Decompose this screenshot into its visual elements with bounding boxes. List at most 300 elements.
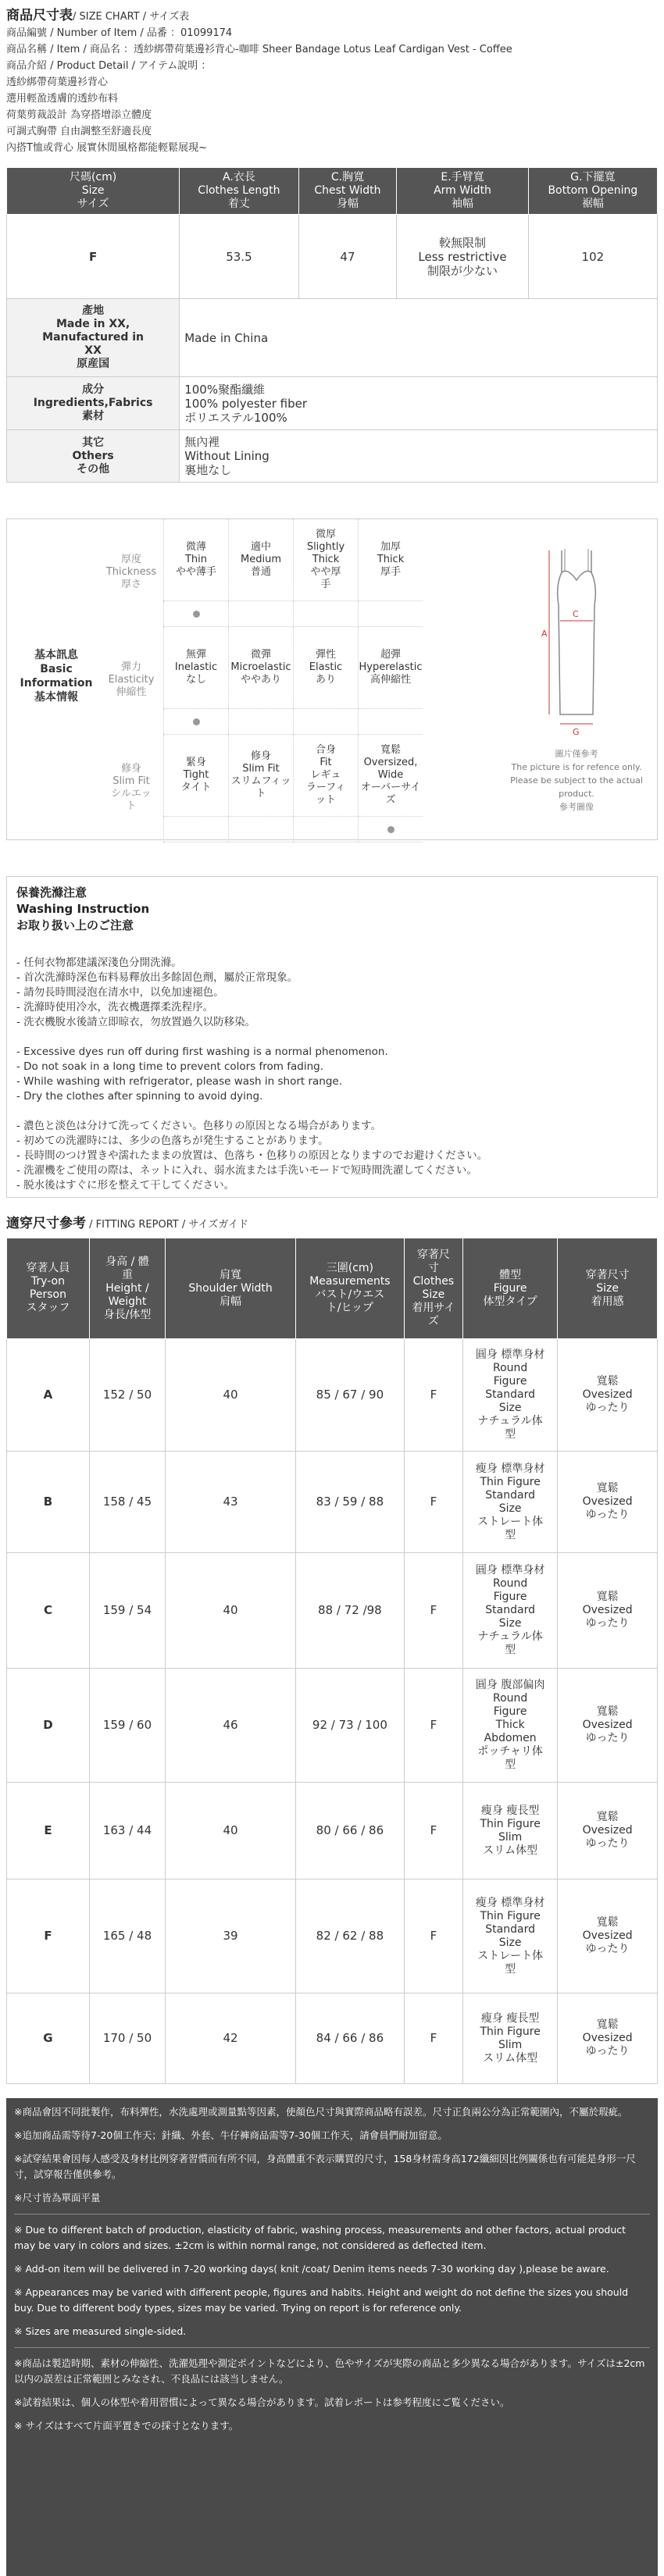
header-text: 身幅 bbox=[336, 198, 359, 210]
header-text: Clothes Length bbox=[198, 184, 280, 197]
attr-selector bbox=[163, 709, 228, 734]
attr-option-text: やや薄手 bbox=[175, 566, 216, 578]
detail-value-text: Without Lining bbox=[184, 449, 270, 463]
fit-figure-text: Slim bbox=[498, 2038, 523, 2051]
size-header-cell bbox=[7, 168, 180, 215]
attr-option-text: Microelastic bbox=[230, 661, 291, 673]
fit-figure-text: Round bbox=[492, 1362, 528, 1374]
attr-option-text: スリムフィッ bbox=[230, 775, 291, 787]
fit-measurements: 83 / 59 / 88 bbox=[296, 1452, 405, 1553]
image-note-line: Please be subject to the actual bbox=[510, 775, 643, 786]
fit-size: F bbox=[404, 1553, 462, 1669]
detail-label-text: その他 bbox=[77, 462, 110, 476]
care-block bbox=[16, 1045, 648, 1104]
fit-row bbox=[7, 1339, 658, 1452]
fit-measurements: 88 / 72 /98 bbox=[296, 1553, 405, 1669]
attr-options bbox=[163, 519, 423, 627]
fit-figure-text: Abdomen bbox=[484, 1732, 537, 1744]
detail-label-text: XX bbox=[84, 344, 102, 357]
size-header-cell bbox=[298, 168, 397, 215]
attr-row bbox=[99, 627, 484, 735]
fit-figure-text: Standard bbox=[485, 1604, 535, 1616]
attr-row bbox=[99, 735, 484, 843]
attr-option bbox=[163, 627, 228, 708]
care-line: - 長時間のつけ置きや濡れたままの放置は、色落ち・色移りの原因となりますのでお避けください。 bbox=[16, 1149, 488, 1162]
size-table bbox=[6, 167, 658, 483]
attr-option bbox=[163, 519, 228, 600]
fit-figure bbox=[463, 1879, 558, 1993]
fit-feel bbox=[558, 1669, 658, 1783]
attr-options bbox=[163, 735, 423, 843]
fit-figure bbox=[463, 1993, 558, 2084]
header-text: 尺碼(cm) bbox=[69, 171, 117, 183]
fit-figure-text: 圓身 標準身材 bbox=[475, 1349, 545, 1361]
attr-option-text: 微厚 bbox=[315, 529, 336, 540]
detail-value bbox=[180, 299, 658, 377]
attr-option-text: 厚手 bbox=[380, 566, 401, 578]
attr-label-text: 修身 bbox=[120, 763, 141, 775]
fit-header-text: 着用サイ bbox=[412, 1302, 455, 1314]
header-text: Arm Width bbox=[434, 184, 491, 197]
fit-feel bbox=[558, 1452, 658, 1553]
attr-selector bbox=[228, 709, 293, 734]
fit-feel-text: ゆったり bbox=[585, 2045, 630, 2058]
note-line: ※追加商品需等待7-20個工作天；針織、外套、牛仔褲商品需等7-30個工作天，請會員們耐加留意。 bbox=[14, 2129, 448, 2141]
fit-header-text: 肩幅 bbox=[220, 1295, 242, 1308]
fit-header-cell bbox=[166, 1238, 296, 1339]
care-title-line: お取り扱い上のご注意 bbox=[16, 918, 134, 932]
size-value-cell bbox=[397, 215, 528, 299]
fit-header-cell bbox=[558, 1238, 658, 1339]
fit-header-text: バスト/ウエス bbox=[315, 1288, 385, 1301]
fitting-header bbox=[7, 1238, 658, 1339]
fit-size: F bbox=[404, 1879, 462, 1993]
attr-option-text: 高伸縮性 bbox=[369, 674, 411, 686]
fit-height-weight: 152 / 50 bbox=[89, 1339, 165, 1452]
attr-label bbox=[99, 735, 163, 841]
fit-person: F bbox=[7, 1879, 90, 1993]
fit-measurements: 80 / 66 / 86 bbox=[296, 1783, 405, 1879]
fit-shoulder: 46 bbox=[166, 1669, 296, 1783]
fit-header-text: 寸 bbox=[427, 1262, 439, 1274]
detail-row bbox=[7, 299, 658, 377]
fit-figure bbox=[463, 1339, 558, 1452]
size-value-cell: 102 bbox=[528, 215, 657, 299]
size-header-cell bbox=[397, 168, 528, 215]
size-value-cell: F bbox=[7, 215, 180, 299]
care-line: - 脱水後はすぐに形を整えて干してください。 bbox=[16, 1179, 235, 1192]
attr-option-text: Elastic bbox=[309, 661, 343, 673]
fit-figure-text: 圓身 腹部偏肉 bbox=[475, 1679, 545, 1691]
detail-value-text: 裏地なし bbox=[184, 463, 232, 477]
note-line: ※試着結果は、個人の体型や着用習慣によって異なる場合があります。試着レポートは参考程度にご覧ください。 bbox=[14, 2396, 510, 2408]
care-list bbox=[16, 956, 648, 1193]
attr-option bbox=[358, 519, 423, 600]
detail-value-text: 100% polyester fiber bbox=[184, 396, 308, 411]
size-value-cell: 47 bbox=[298, 215, 397, 299]
fit-header-text: 三圍(cm) bbox=[326, 1262, 374, 1274]
fit-row bbox=[7, 1553, 658, 1669]
fit-person: C bbox=[7, 1553, 90, 1669]
product-header bbox=[6, 0, 658, 156]
care-line: - 請勿長時間浸泡在清水中，以免加速褪色。 bbox=[16, 986, 224, 999]
attr-option-text: あり bbox=[315, 674, 336, 686]
fit-figure-text: Figure bbox=[493, 1705, 527, 1718]
header-text: サイズ bbox=[77, 198, 109, 210]
attr-label-text: ト bbox=[126, 800, 137, 812]
attr-option-text: Thick bbox=[377, 554, 405, 565]
fit-figure-text: Thin Figure bbox=[480, 2025, 541, 2038]
fit-header-text: 穿著尺寸 bbox=[585, 1268, 630, 1281]
product-info-line: 內搭T恤或背心 展實休閒風格都能輕鬆展現~ bbox=[6, 142, 207, 154]
detail-label-text: Manufactured in bbox=[42, 331, 145, 344]
product-info-line: 透紗綁帶荷葉邊衫背心 bbox=[6, 77, 109, 88]
attr-option-text: 普通 bbox=[250, 566, 271, 578]
fit-figure-text: ナチュラル体 bbox=[477, 1630, 543, 1643]
image-note-line: 參考圖像 bbox=[559, 802, 594, 812]
attr-option-text: 彈性 bbox=[315, 649, 336, 661]
arm-width-text: 制限が少ない bbox=[427, 263, 498, 278]
size-value-cell: 53.5 bbox=[180, 215, 298, 299]
detail-label-text: Others bbox=[72, 449, 114, 462]
note-line: ※試穿結果會因每人感受及身材比例穿著習慣而有所不同，身高體重不表示購買的尺寸，158身材需身高172纖細因比例關係也有可能是身形一尺寸，試穿報告僅供參考。 bbox=[14, 2153, 636, 2180]
fit-feel-text: 寬鬆 bbox=[596, 1482, 619, 1495]
attr-label-text: 厚度 bbox=[120, 554, 141, 565]
note-line: ※尺寸皆為單面平量 bbox=[14, 2192, 101, 2204]
fit-figure-text: Thin Figure bbox=[480, 1475, 541, 1488]
attr-option-text: ズ bbox=[385, 794, 396, 806]
fit-header-text: 着用感 bbox=[591, 1295, 624, 1308]
care-title bbox=[16, 885, 648, 934]
fit-header-text: Figure bbox=[493, 1281, 527, 1295]
attr-option-text: 適中 bbox=[250, 541, 271, 553]
attr-option-text: Wide bbox=[377, 769, 404, 781]
attr-option-text: 緊身 bbox=[185, 757, 206, 768]
attr-label-text: Thickness bbox=[105, 566, 157, 578]
fit-size: F bbox=[404, 1993, 462, 2084]
fit-size: F bbox=[404, 1452, 462, 1553]
note-line: ※ Add-on item will be delivered in 7-20 working days( knit /coat/ Denim items needs 7-30 working day ),please be aware. bbox=[14, 2263, 609, 2275]
fit-header-text: 重 bbox=[121, 1268, 133, 1281]
fit-header-text: Height / bbox=[105, 1281, 149, 1295]
attr-selector-row bbox=[163, 709, 423, 735]
fit-header-text: 肩寬 bbox=[220, 1268, 242, 1281]
basic-info-title bbox=[13, 648, 99, 704]
care-line: - 洗衣機脫水後請立即晾衣，勿放置過久以防移染。 bbox=[16, 1016, 256, 1028]
fit-figure-text: スリム体型 bbox=[483, 2051, 538, 2065]
attr-label bbox=[99, 519, 163, 625]
fit-measurements: 85 / 67 / 90 bbox=[296, 1339, 405, 1452]
fit-height-weight: 163 / 44 bbox=[89, 1783, 165, 1879]
fit-figure-text: 型 bbox=[505, 1644, 516, 1656]
attr-option bbox=[293, 627, 358, 708]
attr-label-text: 厚さ bbox=[120, 579, 141, 590]
attr-option-text: オーバーサイ bbox=[360, 782, 421, 793]
header-text: 袖幅 bbox=[452, 198, 473, 210]
fit-size: F bbox=[404, 1669, 462, 1783]
basic-info-panel bbox=[6, 518, 658, 840]
product-info-line: 商品介紹 / Product Detail / アイテム說明 ： bbox=[6, 60, 212, 72]
attr-selector bbox=[163, 601, 228, 626]
selected-dot-icon bbox=[387, 826, 394, 833]
washing-instruction bbox=[6, 876, 658, 1198]
fit-figure-text: 瘦身 標準身材 bbox=[475, 1462, 545, 1475]
header-text: Chest Width bbox=[314, 184, 381, 197]
product-info-lines bbox=[6, 25, 658, 156]
attr-option-text: Slightly bbox=[306, 541, 345, 553]
size-table-header bbox=[7, 168, 658, 215]
fit-size: F bbox=[404, 1339, 462, 1452]
header-text: C.胸寬 bbox=[330, 171, 365, 183]
fit-feel-text: Ovesized bbox=[582, 1929, 633, 1942]
fit-figure-text: ストレート体 bbox=[477, 1515, 544, 1528]
attr-option-text: Fit bbox=[320, 757, 332, 768]
header-text: Size bbox=[81, 184, 105, 197]
fit-feel-text: 寬鬆 bbox=[596, 2018, 619, 2031]
attr-label-text: シルエッ bbox=[111, 788, 152, 800]
fit-header-cell bbox=[296, 1238, 405, 1339]
fit-measurements: 92 / 73 / 100 bbox=[296, 1669, 405, 1783]
detail-label bbox=[7, 299, 180, 377]
detail-label-text: 素材 bbox=[82, 410, 105, 422]
care-block bbox=[16, 956, 648, 1030]
product-info-line: 商品編號 / Number of Item / 品番 ：01099174 bbox=[6, 27, 233, 39]
fit-figure-text: Figure bbox=[493, 1591, 527, 1603]
fit-figure bbox=[463, 1669, 558, 1783]
fit-feel-text: 寬鬆 bbox=[596, 1591, 619, 1603]
fit-row bbox=[7, 1452, 658, 1553]
fit-header-cell bbox=[404, 1238, 462, 1339]
fit-figure-text: Standard bbox=[485, 1488, 535, 1502]
attr-option-text: 修身 bbox=[250, 750, 271, 762]
attr-selector bbox=[293, 817, 358, 842]
attr-option-text: レギュ bbox=[310, 769, 341, 781]
fit-figure-text: ストレート体 bbox=[477, 1949, 544, 1962]
size-table-row bbox=[7, 215, 658, 299]
fit-feel-text: ゆったり bbox=[585, 1837, 630, 1850]
fit-feel-text: 寬鬆 bbox=[596, 1705, 619, 1718]
care-line: - Excessive dyes run off during first washing is a normal phenomenon. bbox=[16, 1046, 388, 1058]
fit-figure-text: 型 bbox=[505, 1758, 516, 1771]
attr-option bbox=[293, 519, 358, 600]
fit-row bbox=[7, 1879, 658, 1993]
attr-option bbox=[358, 735, 423, 816]
fit-feel-text: Ovesized bbox=[582, 1388, 633, 1401]
fit-header-text: スタッフ bbox=[26, 1302, 70, 1314]
fit-figure-text: Size bbox=[498, 1402, 522, 1414]
attr-label-text: Slim Fit bbox=[112, 775, 150, 787]
header-text: A.衣長 bbox=[223, 171, 255, 183]
fit-feel-text: 寬鬆 bbox=[596, 1375, 619, 1388]
fit-figure-text: スリム体型 bbox=[483, 1844, 538, 1857]
notes-divider bbox=[14, 2347, 650, 2348]
attr-option-row bbox=[163, 519, 423, 601]
basic-title-text: 基本情報 bbox=[34, 691, 78, 704]
attr-label-text: 伸縮性 bbox=[116, 686, 147, 698]
fitting-report-table bbox=[6, 1238, 658, 2084]
attr-option-text: ト bbox=[255, 788, 266, 800]
attr-option-text: Medium bbox=[241, 554, 281, 565]
detail-value-text: ポリエステル100% bbox=[184, 410, 287, 425]
size-header-cell bbox=[180, 168, 298, 215]
care-line: - 任何衣物都建議深淺色分開洗滌。 bbox=[16, 957, 182, 969]
size-chart-title: 商品尺寸表/ SIZE CHART / サイズ表 bbox=[6, 8, 190, 23]
detail-label-text: 其它 bbox=[82, 436, 105, 449]
header-text: G.下擺寬 bbox=[570, 171, 616, 183]
attr-option-text: 微彈 bbox=[250, 649, 271, 661]
image-note-line: 圖片僅參考 bbox=[555, 749, 598, 759]
fit-header-text: Size bbox=[422, 1288, 445, 1301]
care-line: - 初めての洗濯時には、多少の色落ちが発生することがあります。 bbox=[16, 1135, 329, 1147]
fit-feel bbox=[558, 1339, 658, 1452]
diagram-label-a: A bbox=[541, 629, 548, 639]
attr-option-row bbox=[163, 735, 423, 817]
fit-header-text: 穿著尺 bbox=[416, 1249, 450, 1261]
attr-option-text: 寬鬆 bbox=[380, 744, 401, 756]
fit-shoulder: 40 bbox=[166, 1553, 296, 1669]
attr-option-row bbox=[163, 627, 423, 709]
detail-label bbox=[7, 377, 180, 430]
note-line: ※ Due to different batch of production, elasticity of fabric, washing process, measurements and other factors, actual product may be vary in colors and sizes. ±2cm is within normal range, not considered as deflected item. bbox=[14, 2224, 627, 2251]
fit-figure-text: Round bbox=[492, 1577, 528, 1590]
fit-figure-text: 瘦身 瘦長型 bbox=[480, 2011, 540, 2025]
fit-figure-text: Size bbox=[498, 1502, 522, 1515]
diagram-label-g: G bbox=[573, 727, 580, 737]
fit-figure-text: 瘦身 瘦長型 bbox=[480, 1804, 540, 1817]
fit-feel-text: ゆったり bbox=[585, 1509, 630, 1521]
fit-header-cell bbox=[7, 1238, 90, 1339]
fit-header-text: 身長/体型 bbox=[103, 1308, 152, 1321]
care-title-line: 保養洗滌注意 bbox=[16, 885, 87, 900]
detail-label-text: 產地 bbox=[82, 305, 105, 317]
header-text: 着丈 bbox=[227, 198, 250, 210]
fit-figure-text: Round bbox=[492, 1692, 528, 1705]
fit-person: E bbox=[7, 1783, 90, 1879]
fit-feel bbox=[558, 1553, 658, 1669]
care-line: - 首次洗滌時深色布料易釋放出多餘固色劑，屬於正常現象。 bbox=[16, 971, 298, 984]
fit-person: G bbox=[7, 1993, 90, 2084]
fitting-body bbox=[7, 1339, 658, 2084]
fit-header-text: Size bbox=[596, 1281, 619, 1295]
attr-option-text: 微薄 bbox=[185, 541, 206, 553]
detail-value bbox=[180, 430, 658, 483]
fit-feel-text: Ovesized bbox=[582, 1719, 633, 1731]
fit-figure-text: 型 bbox=[505, 1962, 516, 1976]
fit-size: F bbox=[404, 1783, 462, 1879]
product-info-line: 商品名稱 / Item / 商品名 ：透紗綁帶荷葉邊衫背心-咖啡 Sheer Bandage Lotus Leaf Cardigan Vest - Coffee bbox=[6, 44, 512, 55]
fit-figure bbox=[463, 1452, 558, 1553]
fit-person: D bbox=[7, 1669, 90, 1783]
fit-figure-text: 型 bbox=[505, 1428, 516, 1441]
detail-row bbox=[7, 377, 658, 430]
basic-title-text: Information bbox=[20, 677, 93, 689]
note-line: ※商品は製造時期、素材の伸縮性、洗濯処理や測定ポイントなどにより、色やサイズが実際の商品と多少異なる場合があります。サイズは±2cm以内の誤差は正常範囲とみなされ、不良品には該当しません。 bbox=[14, 2357, 645, 2385]
fit-height-weight: 170 / 50 bbox=[89, 1993, 165, 2084]
fit-feel-text: ゆったり bbox=[585, 1617, 630, 1630]
fit-person: A bbox=[7, 1339, 90, 1452]
attr-row bbox=[99, 519, 484, 627]
care-title-line: Washing Instruction bbox=[16, 902, 150, 916]
attr-option-text: Thick bbox=[312, 554, 340, 565]
selected-dot-icon bbox=[193, 611, 200, 618]
attr-selector bbox=[293, 709, 358, 734]
detail-label bbox=[7, 430, 180, 483]
attr-selector bbox=[228, 601, 293, 626]
attr-option bbox=[228, 735, 293, 816]
fit-feel bbox=[558, 1993, 658, 2084]
fit-shoulder: 39 bbox=[166, 1879, 296, 1993]
attr-option-text: Tight bbox=[183, 769, 209, 781]
fit-figure-text: Standard bbox=[485, 1388, 535, 1401]
detail-rows bbox=[7, 299, 658, 483]
arm-width-text: Less restrictive bbox=[418, 249, 507, 264]
fit-feel-text: Ovesized bbox=[582, 1824, 633, 1837]
selected-dot-icon bbox=[193, 718, 200, 725]
fit-header-text: 身高 / 體 bbox=[105, 1255, 149, 1268]
fit-feel-text: ゆったり bbox=[585, 1943, 630, 1955]
fit-measurements: 84 / 66 / 86 bbox=[296, 1993, 405, 2084]
fit-figure-text: ポッチャリ体 bbox=[477, 1745, 543, 1758]
fit-figure-text: Standard bbox=[485, 1922, 535, 1936]
product-info-line: 荷葉剪裁設計 為穿搭增添立體度 bbox=[6, 109, 152, 121]
tank-top-diagram-icon bbox=[484, 519, 664, 754]
fit-shoulder: 40 bbox=[166, 1339, 296, 1452]
basic-title-text: Basic bbox=[40, 663, 73, 675]
header-text: E.手臂寬 bbox=[441, 171, 484, 183]
fit-figure-text: Size bbox=[498, 1617, 522, 1630]
fit-figure-text: Thin Figure bbox=[480, 1817, 541, 1830]
attr-option-text: Oversized, bbox=[363, 757, 418, 768]
fit-header-cell bbox=[89, 1238, 165, 1339]
attr-label bbox=[99, 627, 163, 733]
attr-option bbox=[228, 627, 293, 708]
fit-figure-text: Size bbox=[498, 1936, 522, 1949]
attr-option-text: Slim Fit bbox=[242, 763, 280, 775]
fit-header-cell bbox=[463, 1238, 558, 1339]
fit-shoulder: 43 bbox=[166, 1452, 296, 1553]
fit-feel-text: 寬鬆 bbox=[596, 1811, 619, 1823]
fit-feel bbox=[558, 1879, 658, 1993]
attr-option bbox=[163, 735, 228, 816]
fit-row bbox=[7, 1993, 658, 2084]
fit-header-text: 体型タイプ bbox=[483, 1295, 537, 1308]
attr-option-text: タイト bbox=[180, 782, 212, 793]
note-line: ※ Appearances may be varied with different people, figures and habits. Height and weight do not define the sizes you should buy. Due to different body types, sizes may be varied. Trying on report is for reference only. bbox=[14, 2286, 629, 2314]
fit-height-weight: 159 / 60 bbox=[89, 1669, 165, 1783]
detail-value-text: 無內裡 bbox=[184, 435, 220, 449]
attr-option-text: Thin bbox=[184, 554, 208, 565]
attr-option-text: 無彈 bbox=[185, 649, 206, 661]
fit-feel-text: Ovesized bbox=[582, 1604, 633, 1616]
attr-selector-row bbox=[163, 601, 423, 627]
fit-figure-text: Thick bbox=[495, 1719, 525, 1731]
care-line: - 洗濯機をご使用の際は、ネットに入れ、弱水流または手洗いモードで短時間洗濯してください。 bbox=[16, 1164, 477, 1177]
fit-figure-text: 型 bbox=[505, 1528, 516, 1541]
attr-selector bbox=[163, 817, 228, 842]
care-line: - While washing with refrigerator, please wash in short range. bbox=[16, 1075, 343, 1088]
fit-shoulder: 40 bbox=[166, 1783, 296, 1879]
fit-header-text: Try-on bbox=[30, 1275, 65, 1288]
fit-figure-text: ナチュラル体 bbox=[477, 1415, 543, 1427]
note-line: ※ Sizes are measured single-sided. bbox=[14, 2325, 187, 2337]
detail-label-text: 原産国 bbox=[77, 358, 110, 370]
fit-header-text: Clothes bbox=[412, 1275, 455, 1288]
attr-option-text: 手 bbox=[320, 579, 331, 590]
attr-option-text: ラーフィ bbox=[305, 782, 346, 793]
fit-header-text: 穿著人員 bbox=[26, 1262, 70, 1274]
attr-option-text: 超彈 bbox=[380, 649, 401, 661]
header-text: 裾幅 bbox=[581, 198, 604, 210]
